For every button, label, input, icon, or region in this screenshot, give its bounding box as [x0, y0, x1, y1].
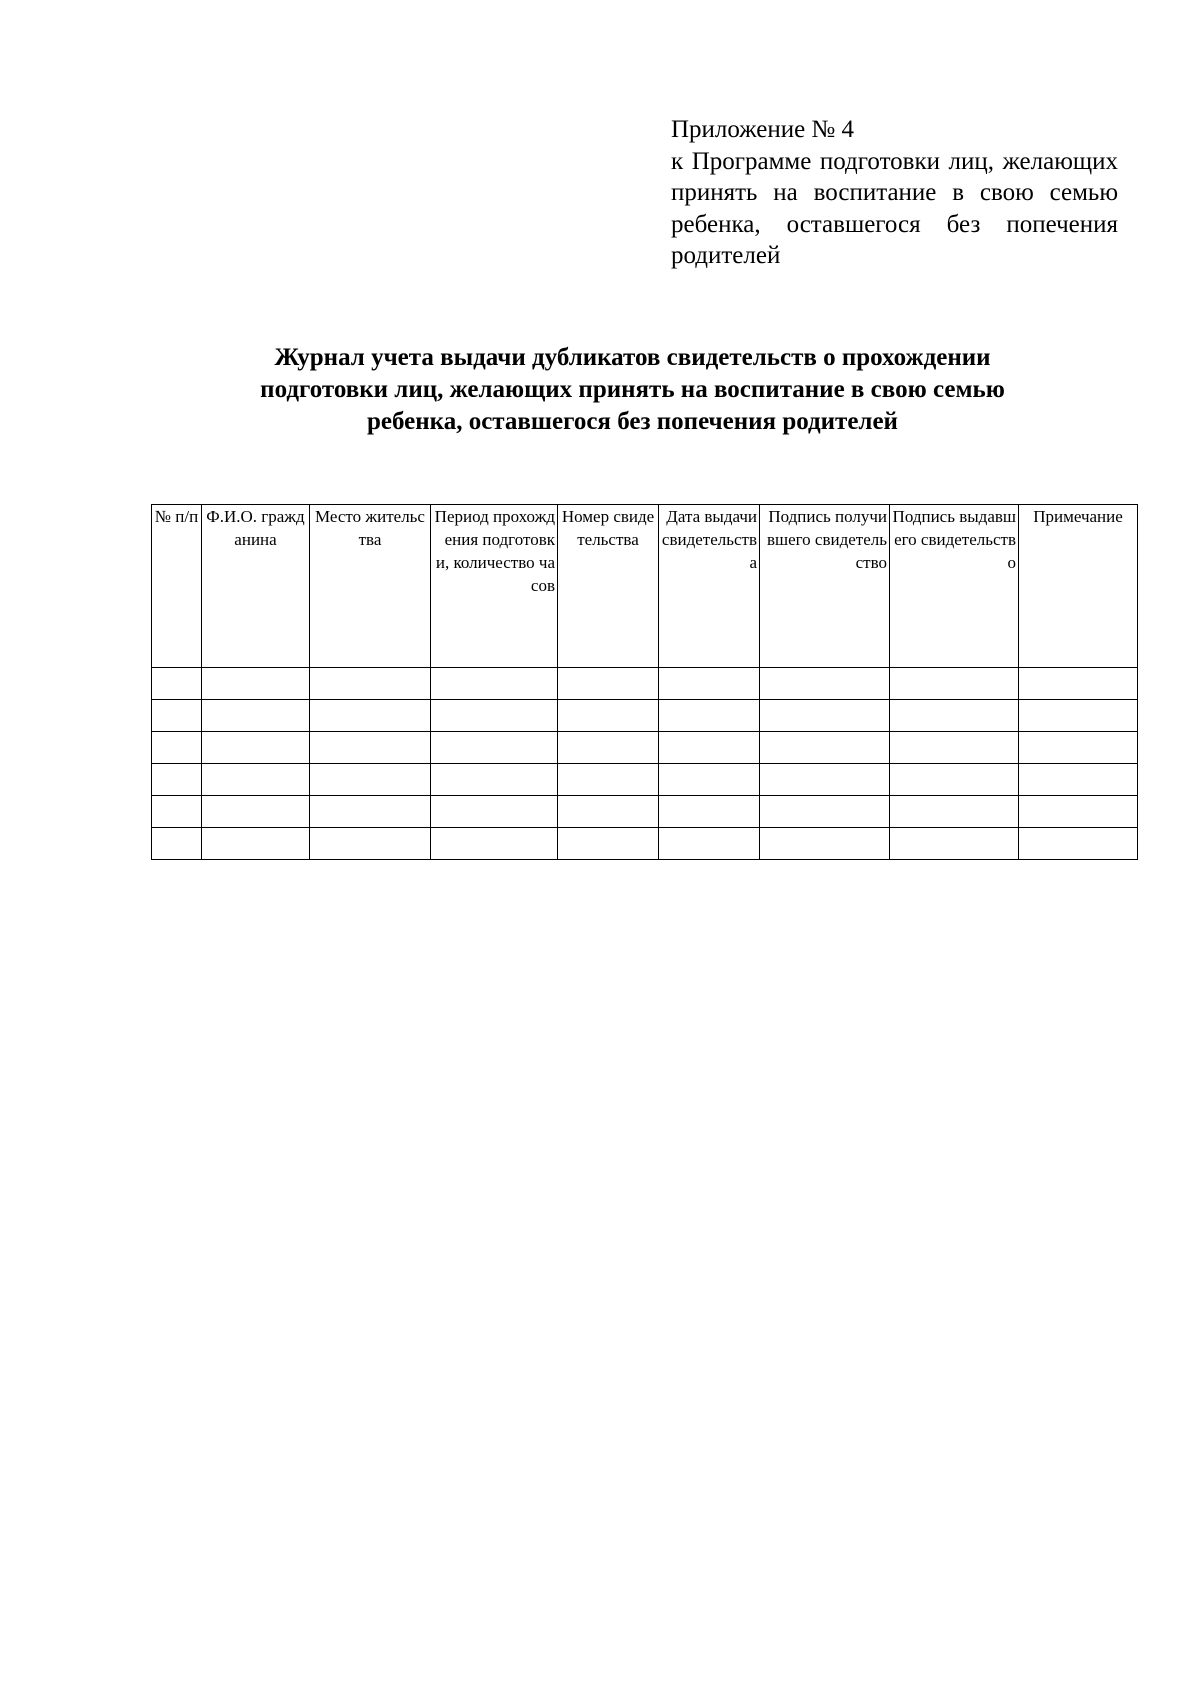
- table-cell: [152, 796, 202, 828]
- header-recipient-signature: Подпись получившего свидетельство: [760, 505, 890, 668]
- table-row: [152, 796, 1138, 828]
- table-row: [152, 732, 1138, 764]
- table-cell: [310, 764, 431, 796]
- table-cell: [659, 668, 760, 700]
- table-cell: [1019, 764, 1138, 796]
- table-cell: [431, 700, 558, 732]
- table-cell: [310, 668, 431, 700]
- table-cell: [558, 796, 659, 828]
- table-row: [152, 828, 1138, 860]
- annex-block: [671, 114, 1118, 272]
- table-row: [152, 764, 1138, 796]
- table-cell: [152, 828, 202, 860]
- table-cell: [760, 668, 890, 700]
- table-cell: [431, 828, 558, 860]
- table-cell: [202, 732, 310, 764]
- table-cell: [890, 668, 1019, 700]
- header-issuer-signature: Подпись выдавшего свидетельство: [890, 505, 1019, 668]
- table-cell: [310, 732, 431, 764]
- header-note: Примечание: [1019, 505, 1138, 668]
- table-cell: [659, 764, 760, 796]
- header-number: № п/п: [152, 505, 202, 668]
- header-residence: Место жительства: [310, 505, 431, 668]
- table-cell: [431, 764, 558, 796]
- table-cell: [1019, 796, 1138, 828]
- table-cell: [890, 700, 1019, 732]
- table-cell: [152, 700, 202, 732]
- header-full-name: Ф.И.О. гражданина: [202, 505, 310, 668]
- document-title-line: ребенка, оставшегося без попечения родителей: [367, 408, 898, 435]
- table-cell: [152, 668, 202, 700]
- header-issue-date: Дата выдачи свидетельства: [659, 505, 760, 668]
- table-cell: [890, 828, 1019, 860]
- table-cell: [202, 796, 310, 828]
- document-title-line: подготовки лиц, желающих принять на воспитание в свою семью: [260, 376, 1005, 403]
- table-cell: [310, 796, 431, 828]
- annex-body: к Программе подготовки лиц, желающих принять на воспитание в свою семью ребенка, оставшегося без попечения родителей: [671, 147, 1118, 269]
- table-cell: [760, 764, 890, 796]
- annex-title: Приложение № 4: [671, 116, 855, 143]
- table-cell: [659, 828, 760, 860]
- table-cell: [310, 828, 431, 860]
- header-certificate-number: Номер свидетельства: [558, 505, 659, 668]
- table-row: [152, 668, 1138, 700]
- table-cell: [558, 668, 659, 700]
- table-cell: [431, 732, 558, 764]
- table-cell: [1019, 732, 1138, 764]
- table-cell: [152, 732, 202, 764]
- table-cell: [202, 700, 310, 732]
- journal-table: [151, 504, 1138, 860]
- table-cell: [1019, 668, 1138, 700]
- table-cell: [1019, 700, 1138, 732]
- table-cell: [890, 732, 1019, 764]
- table-cell: [760, 796, 890, 828]
- table-row: [152, 700, 1138, 732]
- table-cell: [431, 796, 558, 828]
- table-cell: [760, 700, 890, 732]
- table-cell: [659, 796, 760, 828]
- table-body: [152, 668, 1138, 860]
- table-cell: [431, 668, 558, 700]
- table-cell: [760, 828, 890, 860]
- table-cell: [1019, 828, 1138, 860]
- table-cell: [558, 828, 659, 860]
- document-title-line: Журнал учета выдачи дубликатов свидетельств о прохождении: [274, 344, 991, 371]
- table-cell: [202, 764, 310, 796]
- document-title: [200, 342, 1065, 438]
- table-cell: [890, 764, 1019, 796]
- table-header-row: [152, 505, 1138, 668]
- table-cell: [659, 700, 760, 732]
- table-cell: [310, 700, 431, 732]
- table-cell: [202, 828, 310, 860]
- header-training-period: Период прохождения подготовки, количество часов: [431, 505, 558, 668]
- table-cell: [558, 700, 659, 732]
- table-cell: [152, 764, 202, 796]
- table-cell: [659, 732, 760, 764]
- table-cell: [558, 764, 659, 796]
- table-cell: [760, 732, 890, 764]
- table-cell: [202, 668, 310, 700]
- table-cell: [558, 732, 659, 764]
- table-cell: [890, 796, 1019, 828]
